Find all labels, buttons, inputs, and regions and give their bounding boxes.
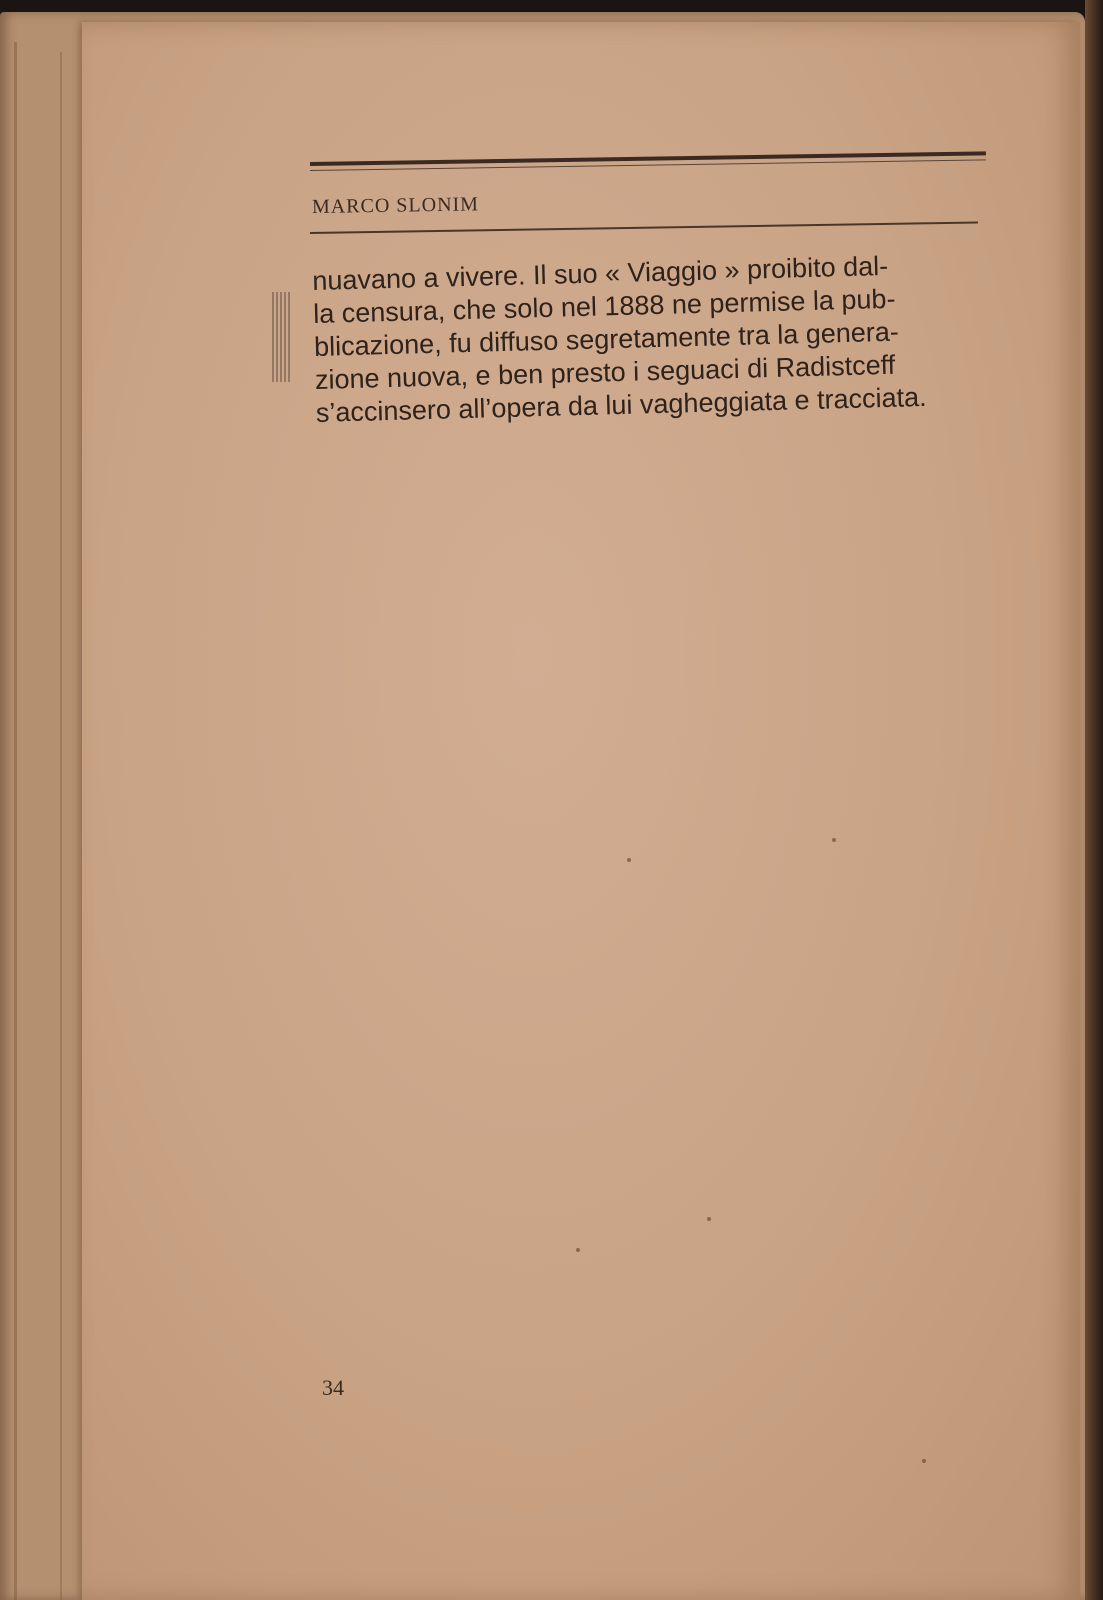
margin-pencil-mark [272, 292, 290, 382]
running-head: MARCO SLONIM [311, 193, 480, 218]
paper-speck [576, 1248, 580, 1252]
paper-speck [707, 1217, 711, 1221]
paper-speck [832, 838, 836, 842]
paper-speck [627, 858, 631, 862]
body-line: zione nuova, e ben presto i seguaci di Radistceff [314, 349, 896, 395]
paper-speck [922, 1459, 926, 1463]
page-number: 34 [322, 1375, 344, 1400]
body-line: blicazione, fu diffuso segretamente tra la genera- [313, 316, 900, 362]
body-line: la censura, che solo nel 1888 ne permise la pub- [312, 283, 896, 329]
book-cover-edge [1085, 0, 1103, 1600]
body-paragraph [312, 247, 996, 430]
body-line: nuavano a vivere. Il suo « Viaggio » proibito dal- [312, 250, 889, 296]
body-line: s’accinsero all’opera da lui vagheggiata e tracciata. [315, 381, 927, 428]
